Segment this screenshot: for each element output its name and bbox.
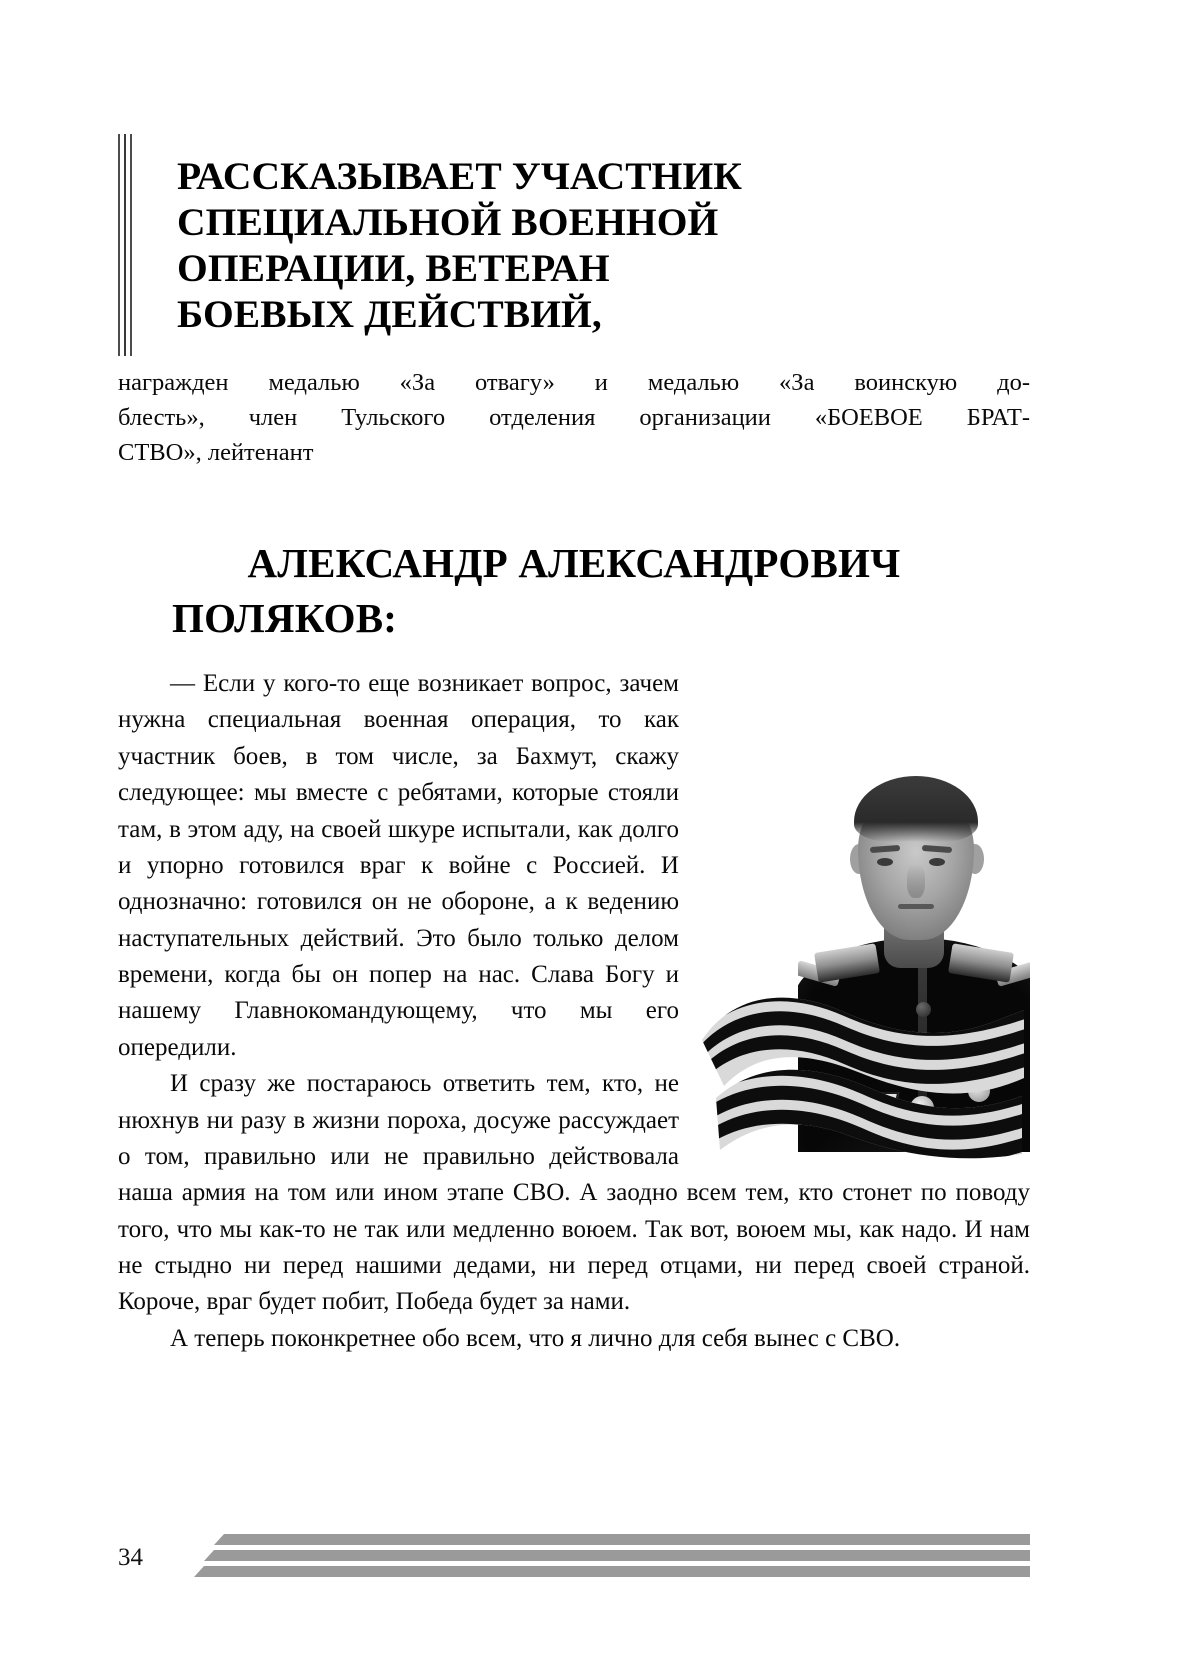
- hair: [854, 776, 978, 842]
- credentials-line-2: блесть», член Тульского отделения организации «БОЕВОЕ БРАТ-: [118, 403, 1030, 431]
- body-paragraph-3: А теперь поконкретнее обо всем, что я лично для себя вынес с СВО.: [170, 1324, 901, 1352]
- eye-right: [929, 858, 945, 866]
- page-title-line-1: РАССКАЗЫВАЕТ УЧАСТНИК: [177, 154, 743, 199]
- page-title-line-2: СПЕЦИАЛЬНОЙ ВОЕННОЙ: [177, 200, 719, 245]
- footer-bar-decoration: [186, 1532, 1030, 1582]
- portrait-figure: [698, 752, 1028, 1164]
- credentials-paragraph: [118, 366, 1030, 470]
- page-number: 34: [118, 1544, 143, 1571]
- subject-name-heading: [118, 536, 1030, 645]
- subject-name-line-1: АЛЕКСАНДР АЛЕКСАНДРОВИЧ: [247, 540, 901, 587]
- eye-left: [877, 858, 893, 866]
- page-title-line-3: ОПЕРАЦИИ, ВЕТЕРАН: [177, 246, 610, 291]
- rule-line-2: [124, 134, 126, 356]
- page-title: [177, 154, 1018, 337]
- mouth: [898, 904, 934, 909]
- nose: [907, 864, 925, 898]
- rule-line-1: [118, 134, 120, 356]
- body-paragraph-1: — Если у кого-то еще возникает вопрос, зачем нужна специальная военная операция, то как участник боев, в том числе, за Бахмут, скажу следующее: мы вместе с ребятами, которые стояли там, в этом аду, на своей шкуре испытали, как долго и упорно готовился враг к войне с Россией. И однозначно: готовился он не обороне, а к ведению наступательных действий. Это было только делом времени, когда бы он попер на нас. Слава Богу и нашему Главнокомандующему, что мы его опередили.: [118, 670, 679, 1061]
- body-paragraph-2: И сразу же постараюсь ответить тем, кто, не нюхнув ни разу в жизни пороха, досуже рассуждает о том, правильно или не правильно действовала наша армия на том или ином этапе СВО. А заодно всем тем, кто стонет по поводу того, что мы как-то не так или медленно воюем. Так вот, воюем мы, как надо. И нам не стыдно ни перед нашими дедами, ни перед отцами, ни перед своей страной. Короче, враг будет побит, Победа будет за нами.: [118, 1070, 1030, 1316]
- credentials-line-3: СТВО», лейтенант: [118, 438, 314, 466]
- credentials-line-1: награжден медалью «За отвагу» и медалью «За воинскую до-: [118, 369, 1030, 396]
- section-heading-block: [118, 128, 1018, 364]
- saint-george-ribbon-icon: [698, 986, 1028, 1164]
- rule-line-3: [130, 134, 132, 356]
- page-footer: [118, 1532, 1030, 1584]
- page-title-line-4: БОЕВЫХ ДЕЙСТВИЙ,: [177, 291, 602, 336]
- triple-rule-decoration: [118, 134, 144, 356]
- subject-name-line-2: ПОЛЯКОВ:: [172, 594, 398, 641]
